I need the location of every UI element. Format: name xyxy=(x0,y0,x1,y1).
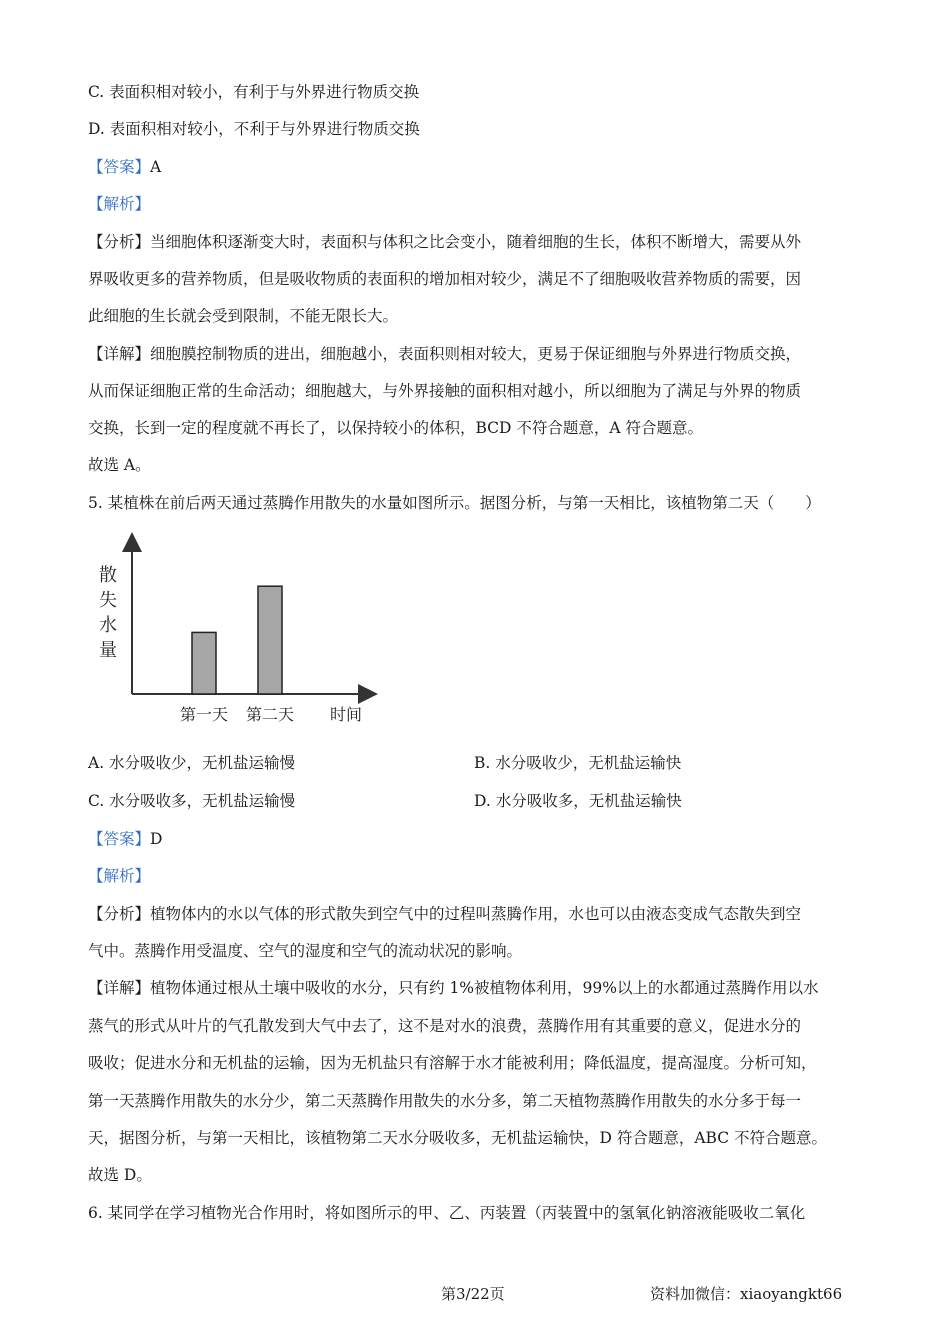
q4-fenxi-line-2: 界吸收更多的营养物质，但是吸收物质的表面积的增加相对较少，满足不了细胞吸收营养物质的需要，因 xyxy=(88,270,802,288)
q5-xiangjie-line-3: 吸收；促进水分和无机盐的运输，因为无机盐只有溶解于水才能被利用；降低温度，提高湿度。分析可知， xyxy=(88,1054,817,1072)
q5-answer xyxy=(88,829,162,849)
bar-2 xyxy=(258,586,282,694)
xiangjie-text: 细胞膜控制物质的进出，细胞越小，表面积则相对较大，更易于保证细胞与外界进行物质交换， xyxy=(150,345,802,363)
xiangjie-tag: 【详解】 xyxy=(88,979,151,997)
q4-fenxi-line-3: 此细胞的生长就会受到限制，不能无限长大。 xyxy=(88,307,399,325)
contact-info: 资料加微信：xiaoyangkt66 xyxy=(650,1285,843,1303)
q4-xiangjie-line-2: 从而保证细胞正常的生命活动；细胞越大，与外界接触的面积相对越小，所以细胞为了满足与外界的物质 xyxy=(88,382,802,400)
answer-tag: 【答案】 xyxy=(88,830,151,848)
fenxi-tag: 【分析】 xyxy=(88,905,151,923)
q5-fenxi-line-2: 气中。蒸腾作用受温度、空气的湿度和空气的流动状况的影响。 xyxy=(88,942,523,960)
q5-xiangjie-line-1 xyxy=(88,978,819,998)
answer-value: A xyxy=(150,158,162,176)
y-axis-title-char-3: 水 xyxy=(99,615,117,636)
q5-xiangjie-line-4: 第一天蒸腾作用散失的水分少，第二天蒸腾作用散失的水分多，第二天植物蒸腾作用散失的水分多于每一 xyxy=(88,1092,802,1110)
q4-option-c: C. 表面积相对较小，有利于与外界进行物质交换 xyxy=(88,83,420,101)
y-axis-title-char-4: 量 xyxy=(99,640,117,661)
q4-jiexi-tag: 【解析】 xyxy=(88,195,151,213)
fenxi-tag: 【分析】 xyxy=(88,233,151,251)
q5-xiangjie-line-5: 天，据图分析，与第一天相比，该植物第二天水分吸收多，无机盐运输快，D 符合题意，ABC 不符合题意。 xyxy=(88,1129,828,1147)
q4-xiangjie-line-1 xyxy=(88,344,801,364)
q4-fenxi-line-1 xyxy=(88,232,801,252)
q5-stem: 5. 某植株在前后两天通过蒸腾作用散失的水量如图所示。据图分析，与第一天相比，该植物第二天（ ） xyxy=(88,494,821,512)
water-loss-bar-chart xyxy=(88,530,388,730)
q4-answer xyxy=(88,157,161,177)
q5-option-d: D. 水分吸收多，无机盐运输快 xyxy=(474,792,682,810)
q5-guxuan: 故选 D。 xyxy=(88,1166,152,1184)
q5-option-a: A. 水分吸收少，无机盐运输慢 xyxy=(88,754,296,772)
q5-option-b: B. 水分吸收少，无机盐运输快 xyxy=(474,754,682,772)
q5-fenxi-line-1 xyxy=(88,904,801,924)
q4-guxuan: 故选 A。 xyxy=(88,456,151,474)
x-tick-label-2: 第二天 xyxy=(245,705,295,724)
q6-stem: 6. 某同学在学习植物光合作用时，将如图所示的甲、乙、丙装置（丙装置中的氢氧化钠溶液能吸收二氧化 xyxy=(88,1204,806,1222)
q4-xiangjie-line-3: 交换，长到一定的程度就不再长了，以保持较小的体积，BCD 不符合题意，A 符合题意。 xyxy=(88,419,704,437)
fenxi-text: 植物体内的水以气体的形式散失到空气中的过程叫蒸腾作用，水也可以由液态变成气态散失到空 xyxy=(150,905,802,923)
q5-jiexi-tag: 【解析】 xyxy=(88,867,151,885)
y-axis-title-char-2: 失 xyxy=(99,590,117,611)
q5-xiangjie-line-2: 蒸气的形式从叶片的气孔散发到大气中去了，这不是对水的浪费，蒸腾作用有其重要的意义，促进水分的 xyxy=(88,1017,802,1035)
x-tick-label-1: 第一天 xyxy=(179,705,229,724)
answer-value: D xyxy=(150,830,163,848)
xiangjie-text: 植物体通过根从土壤中吸收的水分，只有约 1%被植物体利用，99%以上的水都通过蒸腾作用以水 xyxy=(150,979,819,997)
x-axis-title: 时间 xyxy=(329,705,363,724)
answer-tag: 【答案】 xyxy=(88,158,151,176)
xiangjie-tag: 【详解】 xyxy=(88,345,151,363)
bar-1 xyxy=(192,632,216,694)
q4-option-d: D. 表面积相对较小，不利于与外界进行物质交换 xyxy=(88,120,420,138)
y-axis-title-char-1: 散 xyxy=(99,565,117,586)
page-number: 第3/22页 xyxy=(441,1285,505,1303)
q5-option-c: C. 水分吸收多，无机盐运输慢 xyxy=(88,792,296,810)
fenxi-text: 当细胞体积逐渐变大时，表面积与体积之比会变小，随着细胞的生长，体积不断增大，需要从外 xyxy=(150,233,802,251)
